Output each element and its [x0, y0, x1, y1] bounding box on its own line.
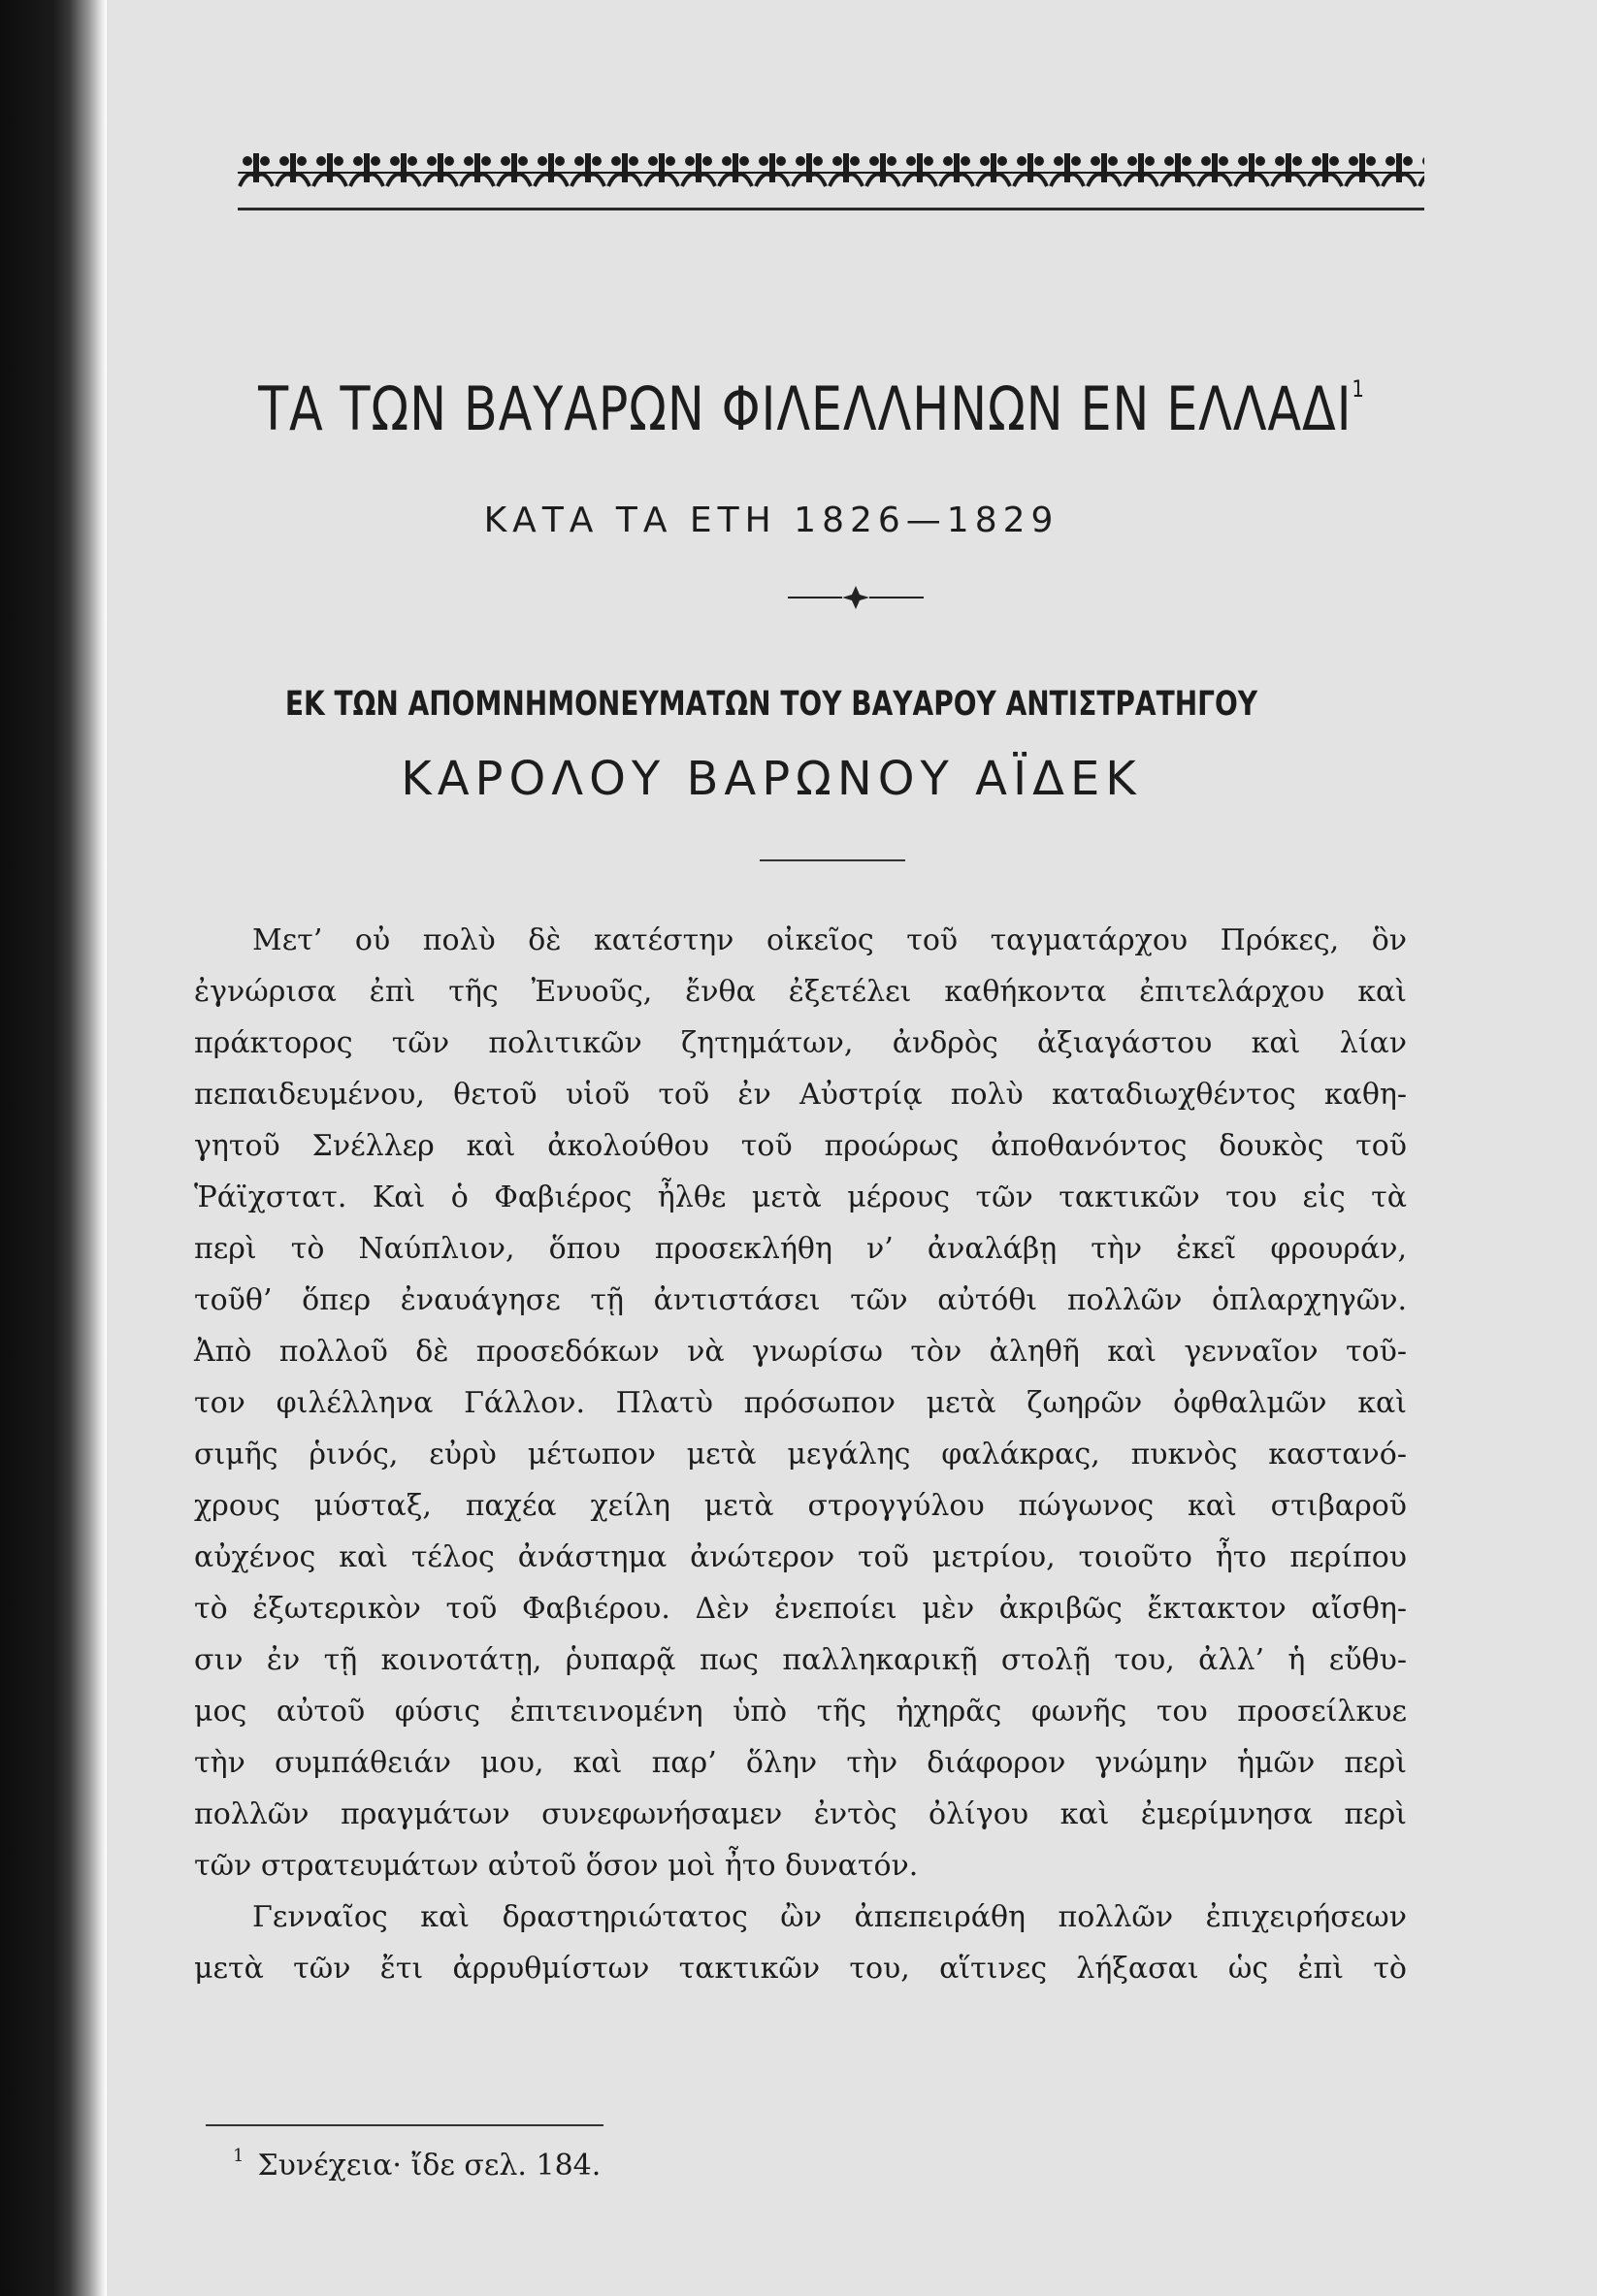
body-line: μετὰ τῶν ἔτι ἀρρυθμίστων τακτικῶν του, αἵτινες λήξασαι ὡς ἐπὶ τὸ — [194, 1952, 1407, 1986]
body-line: πολλῶν πραγμάτων συνεφωνήσαμεν ἐντὸς ὀλίγου καὶ ἐμερίμνησα περὶ — [194, 1797, 1407, 1831]
body-line: μος αὐτοῦ φύσις ἐπιτεινομένη ὑπὸ τῆς ἠχηρᾶς φωνῆς του προσείλκυε — [194, 1695, 1407, 1729]
footnote-rule — [206, 2124, 603, 2126]
body-line: αὐχένος καὶ τέλος ἀνάστημα ἀνώτερον τοῦ μετρίου, τοιοῦτο ἦτο περίπου — [194, 1540, 1407, 1574]
header-rule — [238, 208, 1424, 210]
memoir-heading: ΕΚ ΤΩΝ ΑΠΟΜΝΗΜΟΝΕΥΜΑΤΩΝ ΤΟΥ ΒΑΥΑΡΟΥ ΑΝΤΙΣΤΡΑΤΗΓΟΥ — [284, 685, 1258, 724]
title-footnote-mark: 1 — [1352, 375, 1365, 403]
book-gutter-shadow — [0, 0, 107, 2296]
page-subtitle: ΚΑΤΑ ΤΑ ΕΤΗ 1826—1829 — [483, 501, 1059, 540]
section-rule — [760, 859, 905, 861]
body-line: περὶ τὸ Ναύπλιον, ὅπου προσεκλήθη ν’ ἀναλάβῃ τὴν ἐκεῖ φρουράν, — [194, 1232, 1407, 1266]
author-name: ΚΑΡΟΛΟΥ ΒΑΡΩΝΟΥ ΑΪΔΕΚ — [401, 752, 1142, 806]
body-line: σιμῆς ῥινός, εὐρὺ μέτωπον μετὰ μεγάλης φαλάκρας, πυκνὸς καστανό- — [194, 1438, 1407, 1471]
body-line: πράκτορος τῶν πολιτικῶν ζητημάτων, ἀνδρὸς ἀξιαγάστου καὶ λίαν — [194, 1026, 1407, 1060]
body-line: Ῥάϊχστατ. Καὶ ὁ Φαβιέρος ἦλθε μετὰ μέρους τῶν τακτικῶν του εἰς τὰ — [194, 1180, 1407, 1214]
body-line: τοῦθ’ ὅπερ ἐναυάγησε τῇ ἀντιστάσει τῶν αὐτόθι πολλῶν ὁπλαρχηγῶν. — [194, 1283, 1407, 1317]
body-line: τῶν στρατευμάτων αὐτοῦ ὅσον μοὶ ἦτο δυνατόν. — [194, 1849, 919, 1883]
body-line: τον φιλέλληνα Γάλλον. Πλατὺ πρόσωπον μετὰ ζωηρῶν ὀφθαλμῶν καὶ — [194, 1386, 1407, 1420]
body-line: Ἀπὸ πολλοῦ δὲ προσεδόκων νὰ γνωρίσω τὸν ἀληθῆ καὶ γενναῖον τοῦ- — [194, 1335, 1407, 1369]
footnote-mark: 1 — [233, 2146, 244, 2166]
body-line: πεπαιδευμένου, θετοῦ υἱοῦ τοῦ ἐν Αὐστρίᾳ πολὺ καταδιωχθέντος καθη- — [194, 1078, 1407, 1112]
body-line: ἐγνώρισα ἐπὶ τῆς Ἐνυοῦς, ἔνθα ἐξετέλει καθήκοντα ἐπιτελάρχου καὶ — [194, 975, 1407, 1009]
body-line: χρους μύσταξ, παχέα χείλη μετὰ στρογγύλου πώγωνος καὶ στιβαροῦ — [194, 1489, 1407, 1523]
body-line: Γενναῖος καὶ δραστηριώτατος ὢν ἀπεπειράθη πολλῶν ἐπιχειρήσεων — [252, 1900, 1407, 1934]
footnote — [233, 2146, 601, 2183]
body-line: τὴν συμπάθειάν μου, καὶ παρ’ ὅλην τὴν διάφορον γνώμην ἡμῶν περὶ — [194, 1746, 1407, 1780]
header-ornament-band — [238, 147, 1424, 190]
body-line: σιν ἐν τῇ κοινοτάτῃ, ῥυπαρᾷ πως παλληκαρικῇ στολῇ του, ἀλλ’ ἡ εὔθυ- — [194, 1643, 1407, 1677]
body-line: Μετ’ οὐ πολὺ δὲ κατέστην οἰκεῖος τοῦ ταγματάρχου Πρόκες, ὃν — [252, 923, 1407, 957]
body-line: γητοῦ Σνέλλερ καὶ ἀκολούθου τοῦ προώρως ἀποθανόντος δουκὸς τοῦ — [194, 1129, 1407, 1163]
star-divider-icon — [788, 578, 924, 617]
page-title: ΤΑ ΤΩΝ ΒΑΥΑΡΩΝ ΦΙΛΕΛΛΗΝΩΝ ΕΝ ΕΛΛΑΔΙ$^1$ — [258, 373, 1365, 444]
body-line: τὸ ἐξωτερικὸν τοῦ Φαβιέρου. Δὲν ἐνεποίει μὲν ἀκριβῶς ἔκτακτον αἴσθη- — [194, 1592, 1407, 1626]
footnote-text: Συνέχεια· ἴδε σελ. 184. — [257, 2149, 602, 2183]
